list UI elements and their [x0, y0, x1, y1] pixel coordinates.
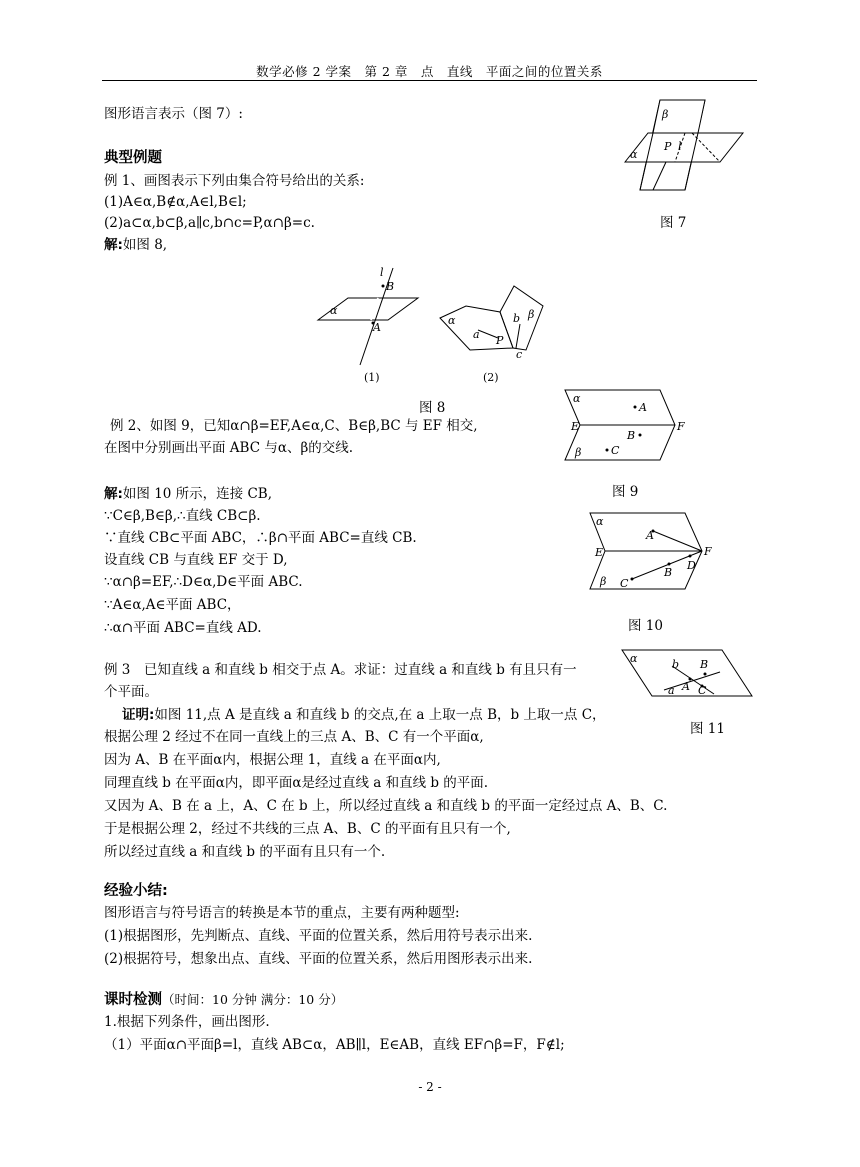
fig8-2-label-p: P	[496, 334, 504, 347]
ex2-line2: 在图中分别画出平面 ABC 与α、β的交线.	[104, 440, 354, 456]
fig8-2-label-a: a	[473, 328, 480, 341]
fig9-label-c: C	[611, 444, 620, 457]
ex3-line1: 例 3 已知直线 a 和直线 b 相交于点 A。求证：过直线 a 和直线 b 有且只有一	[104, 662, 577, 678]
test-q1-1: （1）平面α∩平面β=l，直线 AB⊂α，AB∥l，E∈AB，直线 EF∩β=F，F∉l;	[104, 1037, 565, 1053]
figure-11	[622, 650, 754, 698]
figure-10	[590, 513, 715, 595]
ex2-solution-label: 解:	[104, 486, 123, 502]
fig7-label-alpha: α	[630, 148, 638, 161]
fig10-label-f: F	[704, 545, 712, 558]
test-meta: （时间：10 分钟 满分：10 分）	[162, 992, 344, 1007]
fig7-label-beta: β	[662, 108, 669, 121]
test-heading-row	[104, 992, 343, 1008]
fig11-label-b-line: b	[672, 658, 680, 671]
fig8-sub1: (1)	[364, 371, 380, 384]
summary-line-2: (2)根据符号，想象出点、直线、平面的位置关系，然后用图形表示出来.	[104, 951, 533, 967]
ex2-solution-line-1: ∵C∈β,B∈β,∴直线 CB⊂β.	[104, 508, 261, 524]
fig11-label-alpha: α	[630, 652, 638, 665]
fig10-label-beta: β	[600, 575, 607, 588]
fig10-label-b: B	[664, 566, 673, 579]
ex3-proof-line-2: 同理直线 b 在平面α内，即平面α是经过直线 a 和直线 b 的平面.	[104, 775, 489, 791]
ex1-solution-label: 解:	[104, 237, 123, 253]
test-heading: 课时检测	[104, 992, 162, 1008]
fig11-label-a-line: a	[668, 684, 675, 697]
page-header: 数学必修 2 学案 第 2 章 点 直线 平面之间的位置关系	[256, 64, 603, 79]
fig8-2-label-beta: β	[528, 308, 535, 321]
fig10-label-a: A	[646, 529, 654, 542]
ex1-solution	[104, 237, 167, 253]
fig10-label-c: C	[620, 577, 629, 590]
fig9-label-alpha: α	[573, 392, 581, 405]
fig7-label-l: l	[678, 140, 682, 153]
ex3-proof-line-0: 根据公理 2 经过不在同一直线上的三点 A、B、C 有一个平面α,	[104, 729, 484, 745]
header-rule	[102, 80, 757, 81]
ex1-item2: (2)a⊂α,b⊂β,a∥c,b∩c=P,α∩β=c.	[104, 215, 315, 231]
fig11-label-a-point: A	[682, 680, 690, 693]
figure-9	[565, 390, 690, 468]
ex3-proof-label: 证明:	[122, 707, 155, 723]
fig8-2-label-b: b	[513, 312, 521, 325]
fig10-label-alpha: α	[596, 515, 604, 528]
summary-heading: 经验小结:	[104, 883, 168, 899]
fig8-sub2: (2)	[483, 371, 499, 384]
fig9-label-a: A	[639, 401, 647, 414]
ex3-proof-line-4: 于是根据公理 2，经过不共线的三点 A、B、C 的平面有且只有一个,	[104, 821, 511, 837]
intro-text: 图形语言表示（图 7）:	[104, 106, 243, 122]
figure-7	[620, 100, 745, 200]
fig8-1-label-alpha: α	[330, 304, 338, 317]
fig8-2-label-c: c	[516, 348, 523, 361]
summary-line-1: (1)根据图形，先判断点、直线、平面的位置关系，然后用符号表示出来.	[104, 928, 533, 944]
fig9-label-beta: β	[575, 446, 582, 459]
ex3-proof-line-3: 又因为 A、B 在 a 上，A、C 在 b 上，所以经过直线 a 和直线 b 的平面一定经过点 A、B、C.	[104, 798, 668, 814]
ex2-solution-line-3: 设直线 CB 与直线 EF 交于 D,	[104, 552, 288, 568]
fig10-label-d: D	[687, 559, 696, 572]
ex3-proof-line-1: 因为 A、B 在平面α内，根据公理 1，直线 a 在平面α内,	[104, 752, 441, 768]
fig8-caption: 图 8	[419, 400, 446, 416]
fig9-caption: 图 9	[612, 484, 639, 500]
fig11-label-c: C	[698, 684, 707, 697]
fig8-1-label-l: l	[380, 266, 384, 279]
summary-line-0: 图形语言与符号语言的转换是本节的重点，主要有两种题型:	[104, 905, 460, 921]
fig9-label-f: F	[677, 420, 685, 433]
ex1-title: 例 1、画图表示下列由集合符号给出的关系:	[104, 173, 365, 189]
fig8-1-label-a: A	[373, 321, 381, 334]
ex3-line2: 个平面。	[104, 684, 158, 700]
page-number: - 2 -	[418, 1080, 442, 1094]
fig7-caption: 图 7	[660, 215, 687, 231]
ex1-item1: (1)A∈α,B∉α,A∈l,B∈l;	[104, 194, 247, 210]
ex2-solution-line-5: ∵A∈α,A∈平面 ABC，	[104, 597, 241, 613]
fig10-caption: 图 10	[628, 618, 663, 634]
ex2-solution-line-4: ∵α∩β=EF,∴D∈α,D∈平面 ABC.	[104, 574, 303, 590]
fig9-label-e: E	[571, 420, 580, 433]
section-heading-examples: 典型例题	[104, 150, 162, 166]
ex2-solution-line-6: ∴α∩平面 ABC=直线 AD.	[104, 620, 262, 636]
fig9-label-b: B	[627, 429, 636, 442]
figure-8	[318, 268, 548, 386]
test-q1: 1.根据下列条件，画出图形.	[104, 1014, 270, 1030]
fig11-caption: 图 11	[690, 721, 725, 737]
fig10-label-e: E	[595, 546, 604, 559]
ex2-solution-line-2: ∵直线 CB⊂平面 ABC，∴β∩平面 ABC=直线 CB.	[104, 530, 417, 546]
ex2-line1: 例 2、如图 9，已知α∩β=EF,A∈α,C、B∈β,BC 与 EF 相交,	[110, 418, 478, 434]
ex2-solution-line-0: 解:如图 10 所示，连接 CB,	[104, 486, 272, 502]
fig7-label-p: P	[664, 140, 672, 153]
fig8-2-label-alpha: α	[448, 314, 456, 327]
fig11-label-b-point: B	[700, 658, 709, 671]
fig8-1-label-b: B	[386, 280, 395, 293]
ex1-solution-text: 如图 8,	[122, 237, 168, 253]
ex3-proof-line-5: 所以经过直线 a 和直线 b 的平面有且只有一个.	[104, 844, 386, 860]
ex3-proof-first: 证明:如图 11,点 A 是直线 a 和直线 b 的交点,在 a 上取一点 B，b 上取一点 C，	[122, 707, 606, 723]
